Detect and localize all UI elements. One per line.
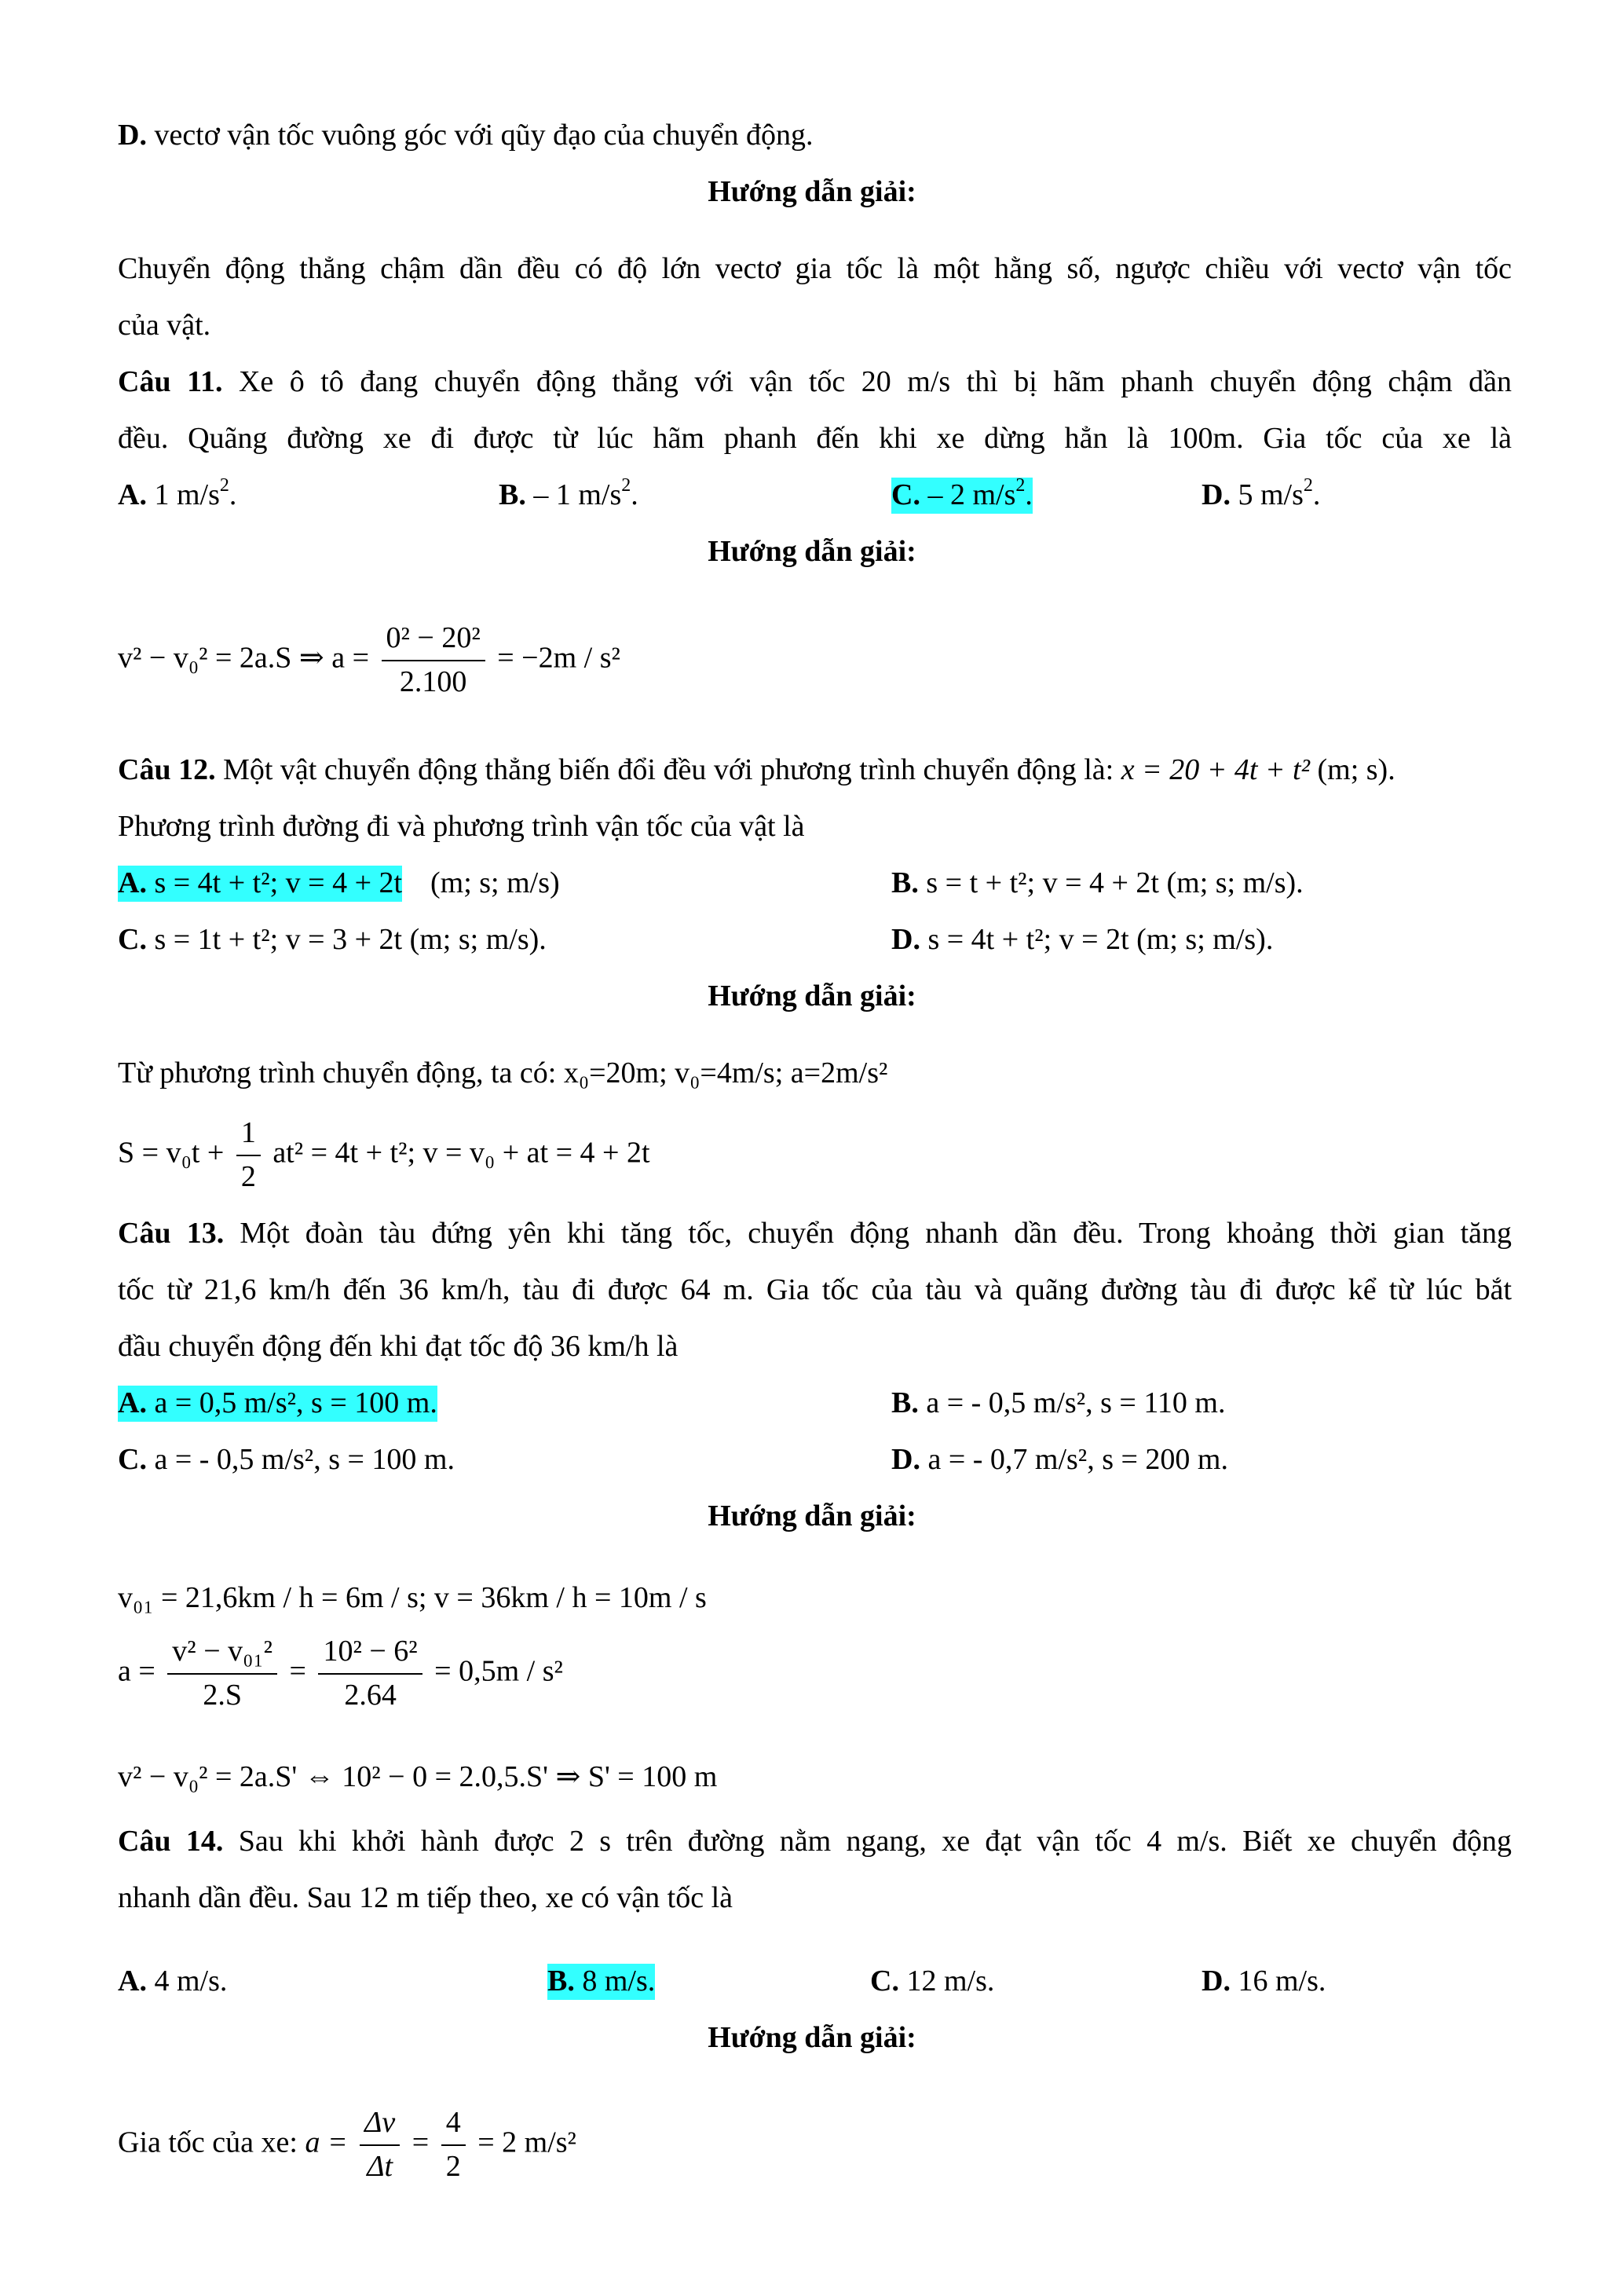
formula-rhs: at² = 4t + t²; v = v₀ + at = 4 + 2t [272,1136,650,1170]
option-sup: 2 [1303,475,1313,496]
option-sup: 2 [219,475,229,496]
formula-lhs: a = [305,2126,348,2159]
formula-lhs: v² − v₀² = 2a.S ⇒ a = [118,641,370,675]
solution-10-line2: của vật. [118,309,211,342]
guide-heading: Hướng dẫn giải: [708,175,916,208]
q14-solution-formula [118,2105,576,2184]
option-text: a = - 0,5 m/s², s = 110 m. [918,1386,1226,1419]
q14-option-b-correct[interactable] [547,1964,655,2000]
option-letter: A. [118,866,147,899]
option-text: – 1 m/s [525,478,622,511]
option-end: . [1312,478,1321,511]
question-text: Một đoàn tàu đứng yên khi tăng tốc, chuyển động nhanh dần đều. Trong khoảng thời gian tăng [224,1217,1512,1250]
fraction [382,621,485,700]
q11-option-d[interactable] [1202,475,1321,514]
question-text: Một vật chuyển động thẳng biến đổi đều với phương trình chuyển động là: [215,753,1114,786]
q14-option-d[interactable] [1202,1964,1326,2000]
guide-heading: Hướng dẫn giải: [708,1500,916,1532]
q12-option-c[interactable] [118,922,547,958]
option-text: s = 1t + t²; v = 3 + 2t (m; s; m/s). [146,923,547,956]
q13-option-c[interactable] [118,1442,455,1478]
q12-option-b[interactable] [891,866,1304,902]
q14-option-c[interactable] [870,1964,994,2000]
option-letter: A. [118,478,147,511]
option-letter: A. [118,1386,147,1419]
option-text: 8 m/s. [574,1965,656,1998]
option-letter: B. [891,866,919,899]
numerator: Δv [360,2105,400,2146]
option-sup: 2 [1015,475,1026,496]
q13-solution-formula [118,1634,563,1713]
q14-option-a[interactable] [118,1964,227,2000]
q12-option-d[interactable] [891,922,1273,958]
question-14-line1 [118,1824,1512,1860]
fraction [236,1115,261,1195]
q13-option-d[interactable] [891,1442,1228,1478]
guide-heading: Hướng dẫn giải: [708,535,916,568]
option-letter: D. [1202,478,1231,511]
q11-option-c-correct[interactable] [891,475,1033,514]
numerator: v² − v₀₁² [167,1634,277,1675]
q13-solution-line3: v² − v₀² = 2a.S' ⇔ 10² − 0 = 2.0,5.S' ⇒ S' = 100 m [118,1760,718,1793]
numerator: 0² − 20² [382,621,485,661]
denominator: 2.S [203,1678,242,1712]
numerator: 4 [441,2105,466,2146]
question-13-line1 [118,1216,1512,1252]
q12-solution-formula [118,1115,650,1195]
question-label: Câu 12. [118,753,216,786]
option-text: 16 m/s. [1230,1965,1326,1998]
option-text: – 2 m/s [920,478,1016,511]
denominator: Δt [367,2149,393,2183]
formula-lead: Gia tốc của xe: [118,2126,305,2159]
guide-heading: Hướng dẫn giải: [708,980,916,1013]
option-text: a = - 0,5 m/s², s = 100 m. [146,1443,455,1476]
question-13-line3: đầu chuyển động đến khi đạt tốc độ 36 km/h là [118,1330,678,1363]
fraction [360,2105,400,2184]
question-text: Xe ô tô đang chuyển động thẳng với vận tốc 20 m/s thì bị hãm phanh chuyển động chậm dần [222,365,1512,398]
option-letter: C. [118,923,147,956]
option-text: a = - 0,7 m/s², s = 200 m. [920,1443,1228,1476]
q13-solution-line1: v₀₁ = 21,6km / h = 6m / s; v = 36km / h = 10m / s [118,1581,707,1614]
q11-option-a[interactable] [118,475,237,514]
q12-solution-line1: Từ phương trình chuyển động, ta có: x₀=20m; v₀=4m/s; a=2m/s² [118,1056,888,1089]
option-text: 4 m/s. [146,1965,228,1998]
option-letter: D. [891,923,920,956]
denominator: 2 [240,1159,256,1193]
question-label: Câu 11. [118,365,223,398]
question-11-line2: đều. Quãng đường xe đi được từ lúc hãm phanh đến khi xe dừng hẳn là 100m. Gia tốc của xe là [118,422,1512,455]
equation: x = 20 + 4t + t² [1114,753,1318,786]
option-letter: B. [547,1965,575,1998]
question-text: Sau khi khởi hành được 2 s trên đường nằm ngang, xe đạt vận tốc 4 m/s. Biết xe chuyển động [223,1825,1512,1858]
solution-10-line1: Chuyển động thẳng chậm dần đều có độ lớn vectơ gia tốc là một hằng số, ngược chiều với vectơ vận tốc [118,252,1512,285]
option-letter: D. [1202,1965,1231,1998]
fraction [318,1634,422,1713]
option-d-prev [118,118,813,154]
option-letter: C. [870,1965,899,1998]
question-12-line1 [118,753,1512,789]
fraction [441,2105,466,2184]
question-label: Câu 13. [118,1217,225,1250]
question-11-line1 [118,364,1512,401]
option-letter: B. [499,478,526,511]
option-text: 5 m/s [1230,478,1304,511]
option-text: s = t + t²; v = 4 + 2t (m; s; m/s). [918,866,1304,899]
option-end: . [229,478,237,511]
q12-option-a-correct[interactable] [118,866,402,902]
formula-rhs: = 2 m/s² [477,2126,576,2159]
q11-solution-formula [118,621,620,700]
denominator: 2 [445,2149,461,2183]
denominator: 2.64 [344,1678,397,1712]
units: (m; s). [1317,753,1395,786]
q13-option-a-correct[interactable] [118,1386,437,1422]
formula-rhs: = −2m / s² [497,641,620,675]
option-text: vectơ vận tốc vuông góc với qũy đạo của chuyển động. [146,119,814,152]
option-letter: C. [891,478,920,511]
question-14-line2: nhanh dần đều. Sau 12 m tiếp theo, xe có vận tốc là [118,1881,733,1914]
option-sup: 2 [621,475,631,496]
option-text: s = 4t + t²; v = 2t (m; s; m/s). [920,923,1274,956]
q13-option-b[interactable] [891,1386,1225,1422]
q11-option-b[interactable] [499,475,638,514]
q12-option-a-units: (m; s; m/s) [430,866,560,899]
question-label: Câu 14. [118,1825,224,1858]
numerator: 10² − 6² [318,1634,422,1675]
formula-lhs: S = v₀t + [118,1136,225,1170]
option-text: 12 m/s. [898,1965,995,1998]
question-12-line2: Phương trình đường đi và phương trình vận tốc của vật là [118,810,805,843]
option-end: . [1025,478,1033,511]
option-letter: C. [118,1443,147,1476]
formula-rhs: = 0,5m / s² [434,1654,563,1688]
formula-lhs: a = [118,1654,155,1688]
option-text: 1 m/s [146,478,220,511]
option-letter: B. [891,1386,919,1419]
numerator: 1 [236,1115,261,1156]
option-letter: A. [118,1965,147,1998]
denominator: 2.100 [399,665,467,698]
question-13-line2: tốc từ 21,6 km/h đến 36 km/h, tàu đi được 64 m. Gia tốc của tàu và quãng đường tàu đi được kể từ lúc bắt [118,1273,1512,1306]
option-letter: D. [891,1443,920,1476]
option-text: a = 0,5 m/s², s = 100 m. [146,1386,437,1419]
fraction [167,1634,277,1713]
option-text: s = 4t + t²; v = 4 + 2t [146,866,403,899]
option-letter: D. [118,119,147,152]
guide-heading: Hướng dẫn giải: [708,2021,916,2054]
option-end: . [631,478,638,511]
equals: = [411,2126,430,2159]
equals: = [289,1654,306,1688]
